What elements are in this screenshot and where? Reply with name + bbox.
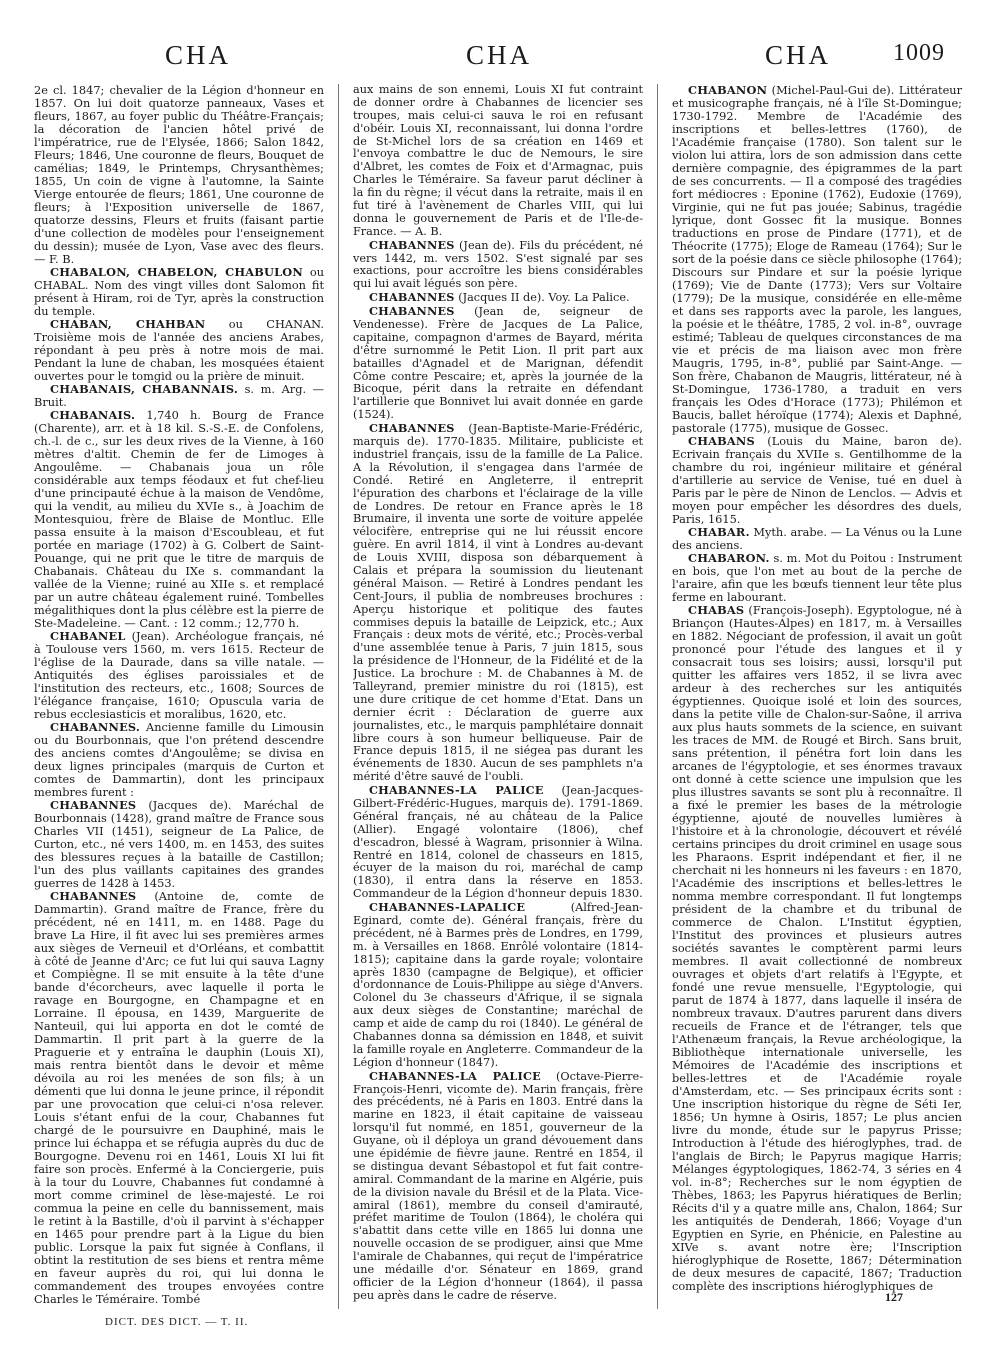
running-head-right: CHA <box>765 40 832 70</box>
entry-text: Ancienne famille du Limousin ou du Bourbonnais, que l'on prétend descendre des anciens comtes d'Angoulême; se divisa en deux lignes principales (marquis de Curton et comtes de Dammartin), dont les principaux membres furent : <box>34 720 324 799</box>
column-rule <box>338 84 339 1309</box>
entry-headword: CHABANNES-LA PALICE <box>369 1068 541 1083</box>
dictionary-entry <box>353 84 643 239</box>
entry-text: ou CHANAN. Troisième mois de l'année des anciens Arabes, répondant à peu près à notre mois de mai. Pendant la lune de chaban, les mosquées étaient ouvertes pour le tomgid ou la prière de minuit. <box>34 317 324 383</box>
entry-headword: CHABANNES. <box>50 720 141 734</box>
dictionary-entry <box>34 84 324 266</box>
entry-headword: CHABANNES <box>369 237 455 252</box>
entry-text: aux mains de son ennemi, Louis XI fut contraint de donner ordre à Chabannes de licencier ses troupes, mais celui-ci sauva le roi en refusant d'obéir. Louis XI, reconnaissant, lui donna l'ordre de St-Michel lors de sa création en 1469 et l'envoya combattre le duc de Nemours, le sire d'Albret, les comtes de Foix et d'Armagnac, puis Charles le Téméraire. Sa faveur parut décliner à la fin du règne; il vécut dans la retraite, mais il en fut tiré à l'avènement de Charles VIII, qui lui donna le gouvernement de Paris et de l'Ile-de-France. — A. B. <box>353 84 643 238</box>
dictionary-entry <box>672 526 962 552</box>
entry-headword: CHABAS <box>688 603 745 617</box>
text-columns <box>34 84 962 1309</box>
dictionary-entry <box>672 435 962 526</box>
dictionary-entry <box>34 890 324 1306</box>
dictionary-entry <box>672 604 962 1293</box>
dictionary-entry <box>353 305 643 422</box>
entry-headword: CHABANNES-LAPALICE <box>369 900 526 915</box>
entry-text: Myth. arabe. — La Vénus ou la Lune des anciens. <box>672 525 962 552</box>
entry-text: (Jean de, seigneur de Vendenesse). Frère de Jacques de La Palice, capitaine, compagnon d'armes de Bayard, mérita d'être surnommé le Petit Lion. Il prit part aux batailles d'Agnadel et de Marignan, défendit Côme contre Pescaire; et, après la journée de la Bicoque, périt dans la retraite en défendant l'artillerie que Bonnivet lui avait donnée en garde (1524). <box>353 305 643 422</box>
entry-text: (Jacques II de). Voy. La Palice. <box>458 291 630 305</box>
entry-text: s. m. Arg. — Bruit. <box>34 382 324 409</box>
entry-headword: CHABANNES <box>369 304 455 319</box>
entry-headword: CHABANNES <box>50 889 137 903</box>
dictionary-entry <box>34 721 324 799</box>
entry-headword: CHABANNES <box>50 798 137 812</box>
running-head <box>0 40 1000 84</box>
entry-headword: CHABANAIS, CHABANNAIS. <box>50 382 239 396</box>
entry-text: 1,740 h. Bourg de France (Charente), arr. et à 18 kil. S.-S.-E. de Confolens, ch.-l. de c., sur les deux rives de la Vienne, à 160 mètres d'altit. Chemin de fer de Limoges à Angoulême. — Chabanais joua un rôle considérable aux temps féodaux et fut chef-lieu d'une principauté échue à la maison de Vendôme, qui la vendit, au milieu du XVIe s., à Joachim de Montesquiou, frère de Blaise de Montluc. Elle passa ensuite à la maison d'Escoubleau, et fut portée en mariage (1702) à G. Colbert de Saint-Pouange, qui ne prit que le titre de marquis de Chabanais. Château du IXe s. commandant la vallée de la Vienne; ruiné au XIIe s. et remplacé par un autre château également ruiné. Tombelles mégalithiques dont la plus célèbre est la pierre de Ste-Madeleine. — Cant. : 12 comm.; 12,770 h. <box>34 408 324 630</box>
entry-headword: CHABARON. <box>688 551 770 565</box>
dictionary-entry <box>34 630 324 721</box>
entry-text: (Jean-Baptiste-Marie-Frédéric, marquis de). 1770-1835. Militaire, publiciste et industriel français, issu de la famille de La Palice. A la Révolution, il s'engagea dans l'armée de Condé. Retiré en Angleterre, il entreprit l'épuration des charbons et l'éclairage de la ville de Londres. De retour en France après le 18 Brumaire, il inventa une sorte de voiture appelée vélocifère, entreprise qui ne lui réussit encore guère. En avril 1814, il vint à Londres au-devant de Louis XVIII, disposa son débarquement à Calais et prépara la soumission du lieutenant général Maison. — Retiré à Londres pendant les Cent-Jours, il publia de nombreuses brochures : Aperçu historique et politique des fautes commises depuis la bataille de Leipzick, etc.; Aux Français : deux mots de vérité, etc.; Procès-verbal d'une assemblée tenue à Paris, 7 juin 1815, sous la présidence de l'Honneur, de la Fidélité et de la Justice. La brochure : M. de Chabannes à M. de Talleyrand, premier ministre du roi (1815), est une dure critique de cet homme d'Etat. Dans un dernier écrit : Déclaration de guerre aux journalistes, etc., le marquis pamphlétaire donnait libre cours à son humeur belliqueuse. Pair de France depuis 1815, il ne siégea pas durant les événements de 1830. Aucun de ses pamphlets n'a mérité d'être sauvé de l'oubli. <box>353 422 643 784</box>
entry-text: (Jean-Jacques-Gilbert-Frédéric-Hugues, marquis de). 1791-1869. Général français, né au château de la Palice (Allier). Engagé volontaire (1806), chef d'escadron, blessé à Wagram, prisonnier à Wilna. Rentré en 1814, colonel de chasseurs en 1815, écuyer de la maison du roi, maréchal de camp (1830), il entra dans la réserve en 1853. Commandeur de la Légion d'honneur depuis 1830. <box>353 784 643 901</box>
running-head-center: CHA <box>466 40 533 70</box>
dictionary-entry <box>353 901 643 1070</box>
entry-headword: CHABALON, CHABELON, CHABULON <box>50 265 303 279</box>
entry-text: 2e cl. 1847; chevalier de la Légion d'honneur en 1857. On lui doit quatorze panneaux, Vases et fleurs, 1867, au foyer public du Théâtre-Français; la décoration de l'ancien hôtel privé de l'impératrice, rue de l'Elysée, 1866; Salon 1842, Fleurs; 1846, Une couronne de fleurs, Bouquet de camélias; 1849, le Printemps, Chrysanthèmes; 1855, Un coin de vigne à l'automne, la Sainte Vierge entourée de fleurs; 1861, Une couronne de fleurs; à l'Exposition universelle de 1867, quatorze dessins, Fleurs et fruits (faisant partie d'une collection de modèles pour l'enseignement du dessin); musée de Lyon, Vase avec des fleurs. — F. B. <box>34 84 324 266</box>
entry-text: (Octave-Pierre-François-Henri, vicomte de). Marin français, frère des précédents, né à Paris en 1803. Entré dans la marine en 1823, il était capitaine de vaisseau lorsqu'il fut nommé, en 1851, gouverneur de la Guyane, où il déploya un grand dévouement dans une épidémie de fièvre jaune. Rentré en 1854, il se distingua devant Sébastopol et fut fait contre-amiral. Commandant de la marine en Algérie, puis de la division navale du Brésil et de la Plata. Vice-amiral (1861), membre du conseil d'amirauté, préfet maritime de Toulon (1864), le choléra qui s'abattit dans cette ville en 1865 lui donna une nouvelle occasion de se prodiguer, ainsi que Mme l'amirale de Chabannes, qui reçut de l'impératrice une médaille d'or. Sénateur en 1869, grand officier de la Légion d'honneur (1864), il passa peu après dans le cadre de réserve. <box>353 1069 643 1302</box>
entry-headword: CHABANON <box>688 84 768 97</box>
column-right <box>672 84 962 1309</box>
entry-headword: CHABANAIS. <box>50 408 136 422</box>
dictionary-entry <box>353 784 643 901</box>
entry-text: (Jean de). Fils du précédent, né vers 1442, m. vers 1502. S'est signalé par ses exactions, pour accroître les biens considérables qui lui avait légués son père. <box>353 238 643 291</box>
footer-sheet-number: 127 <box>885 1290 903 1304</box>
entry-headword: CHABANNES-LA PALICE <box>369 783 544 798</box>
entry-text: (François-Joseph). Egyptologue, né à Briançon (Hautes-Alpes) en 1817, m. à Versailles en 1882. Négociant de profession, il avait un goût prononcé pour l'étude des langues et il y consacrait tous ses loisirs; aussi, lorsqu'il put quitter les affaires vers 1852, il se livra avec ardeur à des recherches sur les antiquités égyptiennes. Quoique isolé et loin des sources, dans la petite ville de Chalon-sur-Saône, il arriva aux plus hauts sommets de la science, en suivant les traces de MM. de Rougé et Birch. Sans bruit, sans prétention, il pénétra fort loin dans les arcanes de l'égyptologie, et ses énormes travaux ont donné à cette science une impulsion que les plus illustres savants se sont plu à reconnaître. Il a fixé le premier les bases de la métrologie égyptienne, ajouté de nouvelles lumières à l'histoire et à la chronologie, découvert et révélé certains principes du droit criminel en usage sous les Pharaons. Esprit indépendant et fier, il ne cherchait ni les honneurs ni les faveurs : en 1870, l'Académie des inscriptions et belles-lettres le nomma membre correspondant. Il fut longtemps président de la chambre et du tribunal de commerce de Chalon. L'Institut égyptien, l'Institut des provinces et plusieurs autres sociétés savantes le comptèrent parmi leurs membres. Il avait collectionné de nombreux ouvrages et objets d'art relatifs à l'Egypte, et fondé une revue mensuelle, l'Egyptologie, qui parut de 1874 à 1877, dans laquelle il inséra de nombreux travaux. D'autres parurent dans divers recueils de France et de l'étranger, tels que l'Athenæum français, la Revue archéologique, la Bibliothèque internationale universelle, les Mémoires de l'Académie des inscriptions et belles-lettres et de l'Académie royale d'Amsterdam, etc. — Ses principaux écrits sont : Une inscription historique du règne de Séti Ier, 1856; Un hymne à Osiris, 1857; Le plus ancien livre du monde, étude sur le papyrus Prisse; Introduction à l'étude des hiéroglyphes, trad. de l'anglais de Birch; le Papyrus magique Harris; Mélanges égyptologiques, 1862-74, 3 séries en 4 vol. in-8°; Recherches sur le nom égyptien de Thèbes, 1863; les Papyrus hiératiques de Berlin; Récits d'il y a quatre mille ans, Chalon, 1864; Sur les antiquités de Denderah, 1866; Voyage d'un Egyptien en Syrie, en Phénicie, en Palestine au XIVe s. avant notre ère; l'Inscription hiéroglyphique de Rosette, 1867; Détermination de deux mesures de capacité, 1867; Traduction complète des inscriptions hiéroglyphiques de <box>672 603 962 1293</box>
entry-text: s. m. Mot du Poitou : Instrument en bois, que l'on met au bout de la perche de l'araire, afin que les bœufs tiennent leur tête plus ferme en labourant. <box>672 551 962 604</box>
entry-headword: CHABANNES <box>369 290 455 305</box>
entry-text: (Jean). Archéologue français, né à Toulouse vers 1560, m. vers 1615. Recteur de l'église de la Daurade, dans sa ville natale. — Antiquités des églises paroissiales et de l'institution des recteurs, etc., 1608; Sources de l'élégance française, 1610; Opuscula varia de rebus ecclesiasticis et moralibus, 1620, etc. <box>34 629 324 721</box>
entry-text: (Jacques de). Maréchal de Bourbonnais (1428), grand maître de France sous Charles VII (1451), seigneur de La Palice, de Curton, etc., né vers 1400, m. en 1453, des suites des blessures reçues à la bataille de Castillon; l'un des plus vaillants capitaines des grandes guerres de 1428 à 1453. <box>34 798 324 890</box>
dictionary-entry <box>34 799 324 890</box>
entry-headword: CHABANS <box>688 434 755 448</box>
footer-signature: DICT. DES DICT. — T. II. <box>105 1316 249 1328</box>
dictionary-entry <box>34 266 324 318</box>
entry-headword: CHABANEL <box>50 629 126 643</box>
entry-headword: CHABAR. <box>688 525 750 539</box>
dictionary-entry <box>672 84 962 435</box>
page-number: 1009 <box>893 40 945 66</box>
dictionary-entry <box>34 318 324 383</box>
entry-text: ou CHABAL. Nom des vingt villes dont Salomon fit présent à Hiram, roi de Tyr, après la construction du temple. <box>34 265 324 318</box>
dictionary-entry <box>34 409 324 630</box>
entry-headword: CHABAN, CHAHBAN <box>50 317 206 331</box>
entry-text: (Louis du Maine, baron de). Ecrivain français du XVIIe s. Gentilhomme de la chambre du roi, ingénieur militaire et général d'artillerie au service de Venise, tué en duel à Paris par le père de Ninon de Lenclos. — Advis et moyen pour empêcher les désordres des duels, Paris, 1615. <box>672 434 962 526</box>
column-middle <box>353 84 643 1309</box>
dictionary-entry <box>353 422 643 784</box>
dictionary-entry <box>353 239 643 292</box>
entry-text: (Michel-Paul-Gui de). Littérateur et musicographe français, né à l'île St-Domingue; 1730-1792. Membre de l'Académie des inscriptions et belles-lettres (1760), de l'Académie française (1780). Son talent sur le violon lui attira, lors de son admission dans cette dernière compagnie, des épigrammes de la part de ses concurrents. — Il a composé des tragédies fort médiocres : Eponine (1762), Eudoxie (1769), Virginie, qui ne fut pas jouée; Sabinus, tragédie lyrique, dont Gossec fit la musique. Bonnes traductions en prose de Pindare (1771), et de Théocrite (1775); Eloge de Rameau (1764); Sur le sort de la poésie dans ce siècle philosophe (1764); Discours sur Pindare et sur la poésie lyrique (1769); Vie de Dante (1773); Vers sur Voltaire (1779); De la musique, considérée en elle-même et dans ses rapports avec la parole, les langues, la poésie et le théâtre, 1785, 2 vol. in-8°, ouvrage estimé; Tableau de quelques circonstances de ma vie et précis de ma liaison avec mon frère Maugris, 1795, in-8°, publié par Saint-Ange. — Son frère, Chabanon de Maugris, littérateur, né à St-Domingue, 1736-1780, a traduit en vers français les Odes d'Horace (1773); Philémon et Baucis, ballet héroïque (1774); Alexis et Daphné, pastorale (1775), musique de Gossec. <box>672 84 962 435</box>
dictionary-entry <box>672 552 962 604</box>
running-head-left: CHA <box>165 40 232 70</box>
column-rule <box>657 84 658 1309</box>
column-left <box>34 84 324 1309</box>
dictionary-entry <box>34 383 324 409</box>
entry-text: (Alfred-Jean-Eginard, comte de). Général français, frère du précédent, né à Barmes près de Londres, en 1799, m. à Versailles en 1868. Enrôlé volontaire (1814-1815); capitaine dans la garde royale; volontaire après 1830 (campagne de Belgique), et officier d'ordonnance de Louis-Philippe au siège d'Anvers. Colonel du 3e chasseurs d'Afrique, il se signala aux deux sièges de Constantine; maréchal de camp et aide de camp du roi (1840). Le général de Chabannes donna sa démission en 1848, et suivit la famille royale en Angleterre. Commandeur de la Légion d'honneur (1847). <box>353 901 643 1069</box>
dictionary-entry <box>353 291 643 305</box>
dictionary-entry <box>353 1070 643 1303</box>
entry-headword: CHABANNES <box>369 421 455 436</box>
entry-text: (Antoine de, comte de Dammartin). Grand maître de France, frère du précédent, né en 1411, m. en 1488. Page du brave La Hire, il fit avec lui ses premières armes aux sièges de Verneuil et d'Orléans, et combattit à côté de Jeanne d'Arc; ce fut lui qui sauva Lagny et Compiègne. Il se mit ensuite à la tête d'une bande d'écorcheurs, avec laquelle il porta le ravage en Bourgogne, en Champagne et en Lorraine. Il épousa, en 1439, Marguerite de Nanteuil, qui lui apporta en dot le comté de Dammartin. Il prit part à la guerre de la Praguerie et y entraîna le dauphin (Louis XI), mais rentra bientôt dans le devoir et même dévoila au roi les menées de son fils; à un démenti que lui donna le jeune prince, il répondit par une provocation que celui-ci n'osa relever. Louis s'étant enfui de la cour, Chabannes fut chargé de le poursuivre en Dauphiné, mais le prince lui échappa et se réfugia auprès du duc de Bourgogne. Devenu roi en 1461, Louis XI lui fit faire son procès. Enfermé à la Conciergerie, puis à la tour du Louvre, Chabannes fut condamné à mort comme criminel de lèse-majesté. Le roi commua la peine en celle du bannissement, mais le retint à la Bastille, d'où il parvint à s'échapper en 1465 pour prendre part à la Ligue du bien public. Lorsque la paix fut signée à Conflans, il obtint la restitution de ses biens et rentra même en faveur auprès du roi, qui lui donna le commandement des troupes envoyées contre Charles le Téméraire. Tombé <box>34 889 324 1306</box>
